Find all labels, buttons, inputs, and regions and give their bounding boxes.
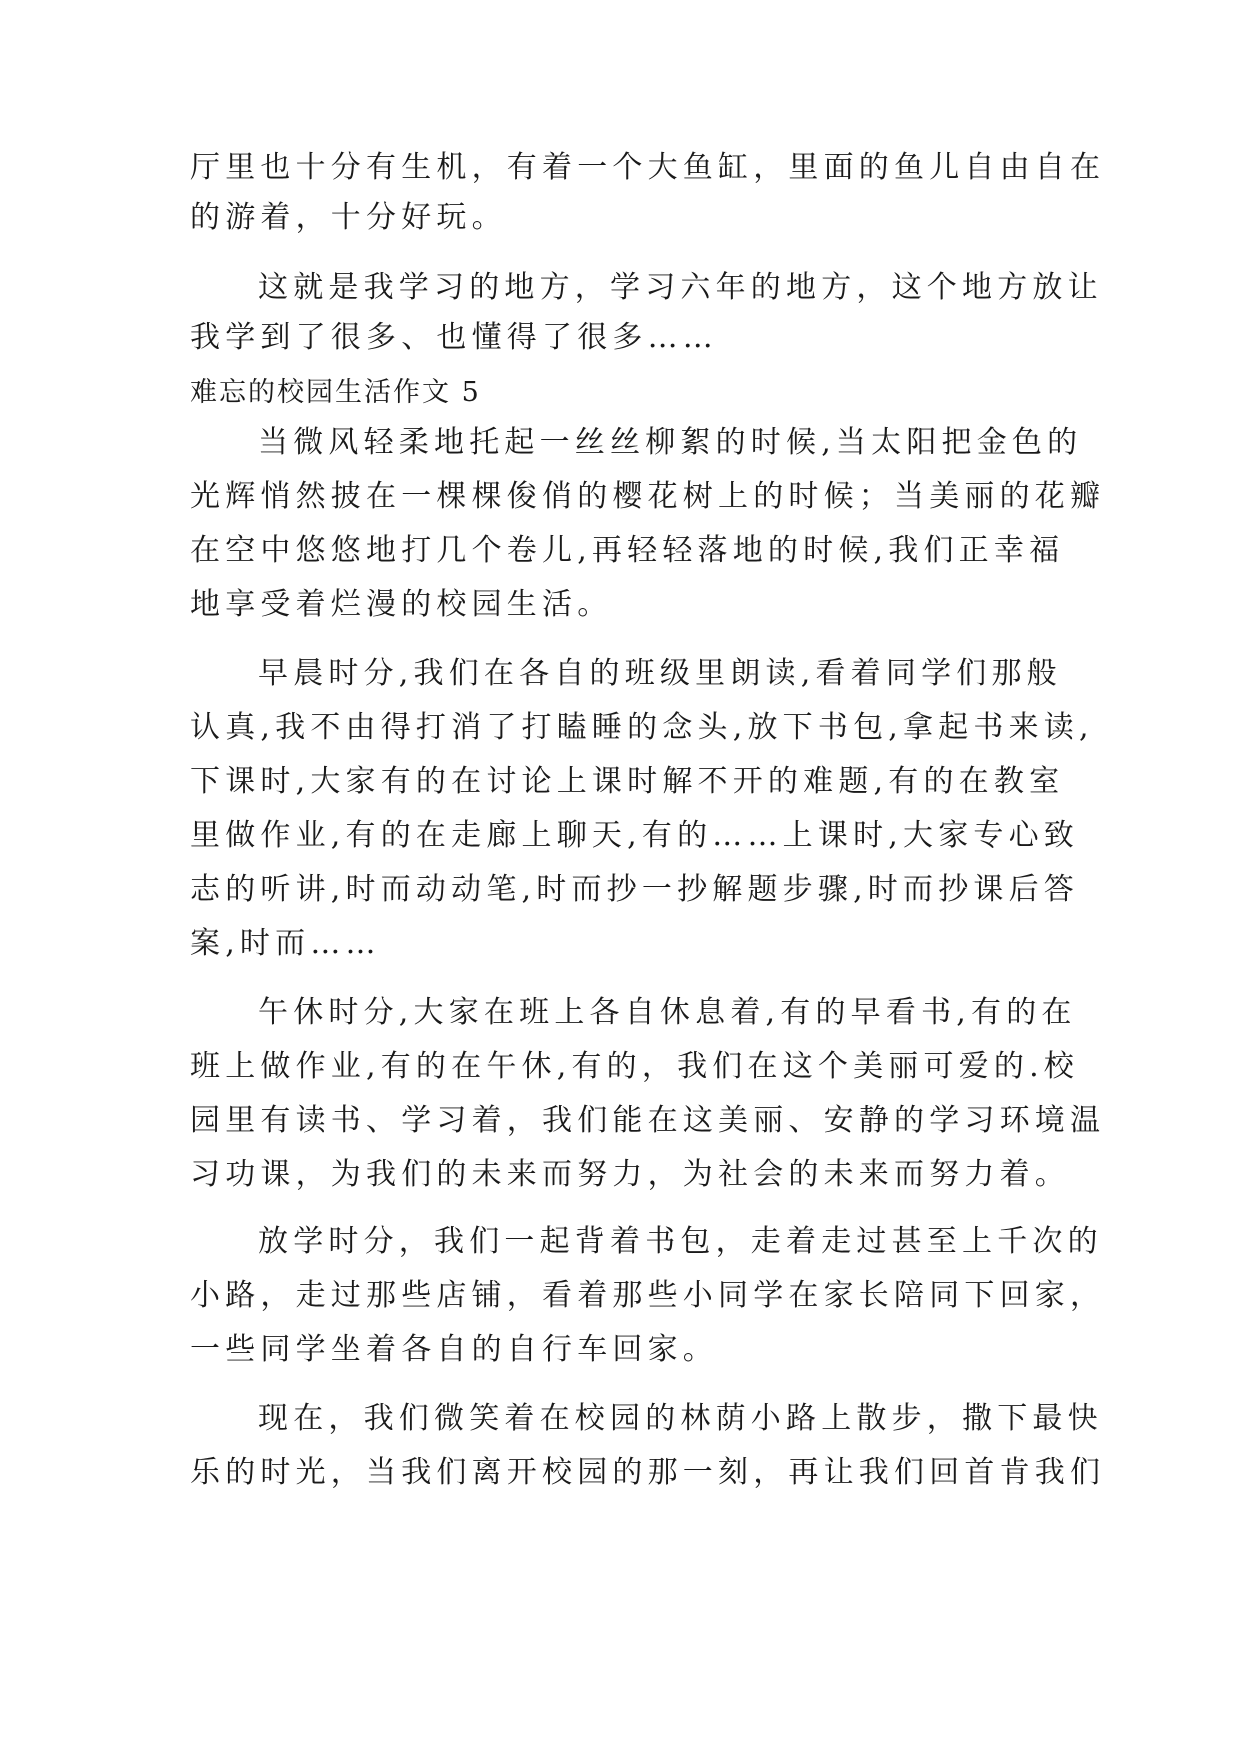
text-line: 习功课，为我们的未来而努力，为社会的未来而努力着。 xyxy=(190,1157,1070,1192)
paragraph-first-line: 这就是我学习的地方，学习六年的地方，这个地方放让 xyxy=(258,270,1103,305)
paragraph-first-line: 早晨时分,我们在各自的班级里朗读,看着同学们那般 xyxy=(258,656,1062,691)
paragraph-first-line: 现在，我们微笑着在校园的林荫小路上散步，撒下最快 xyxy=(258,1401,1103,1436)
text-line: 我学到了很多、也懂得了很多…… xyxy=(190,320,718,355)
text-line: 的游着，十分好玩。 xyxy=(190,200,507,235)
section-heading: 难忘的校园生活作文 5 xyxy=(190,377,481,408)
paragraph-first-line: 放学时分，我们一起背着书包，走着走过甚至上千次的 xyxy=(258,1224,1103,1259)
text-line: 园里有读书、学习着，我们能在这美丽、安静的学习环境温 xyxy=(190,1103,1106,1138)
text-line: 小路，走过那些店铺，看着那些小同学在家长陪同下回家， xyxy=(190,1278,1106,1313)
text-line: 光辉悄然披在一棵棵俊俏的樱花树上的时候；当美丽的花瓣 xyxy=(190,479,1106,514)
paragraph-first-line: 午休时分,大家在班上各自休息着,有的早看书,有的在 xyxy=(258,995,1077,1030)
text-line: 案,时而…… xyxy=(190,926,381,961)
text-line: 班上做作业,有的在午休,有的，我们在这个美丽可爱的.校 xyxy=(190,1049,1080,1084)
text-line: 里做作业,有的在走廊上聊天,有的……上课时,大家专心致 xyxy=(190,818,1080,853)
text-line: 厅里也十分有生机，有着一个大鱼缸，里面的鱼儿自由自在 xyxy=(190,150,1106,185)
text-line: 在空中悠悠地打几个卷儿,再轻轻落地的时候,我们正幸福 xyxy=(190,533,1065,568)
text-line: 认真,我不由得打消了打瞌睡的念头,放下书包,拿起书来读, xyxy=(190,710,1094,745)
paragraph-first-line: 当微风轻柔地托起一丝丝柳絮的时候,当太阳把金色的 xyxy=(258,425,1083,460)
text-line: 志的听讲,时而动动笔,时而抄一抄解题步骤,时而抄课后答 xyxy=(190,872,1080,907)
text-line: 乐的时光，当我们离开校园的那一刻，再让我们回首肯我们 xyxy=(190,1455,1106,1490)
text-line: 下课时,大家有的在讨论上课时解不开的难题,有的在教室 xyxy=(190,764,1065,799)
text-line: 一些同学坐着各自的自行车回家。 xyxy=(190,1332,718,1367)
text-line: 地享受着烂漫的校园生活。 xyxy=(190,587,613,622)
